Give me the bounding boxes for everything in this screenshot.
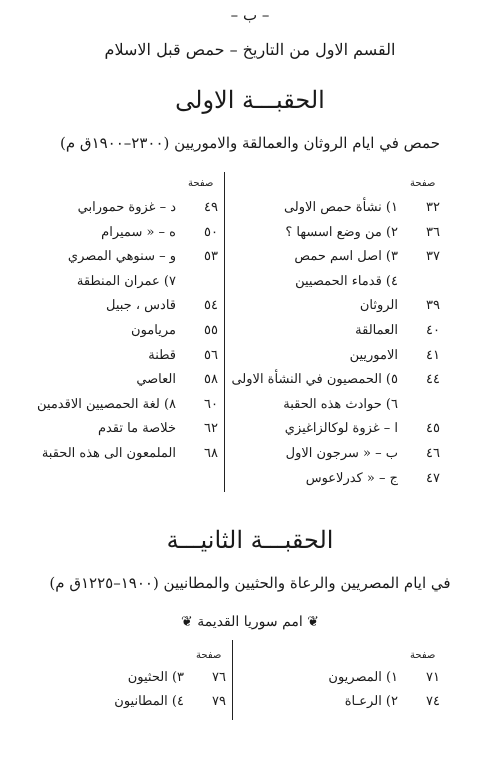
toc-entry-text: ٢) من وضع اسسها ؟ <box>285 224 398 240</box>
toc-row <box>20 670 226 692</box>
toc-row <box>232 225 440 247</box>
toc-row <box>232 298 440 320</box>
toc-entry-text: ٤) المطانيون <box>114 694 184 709</box>
era2-title: الحقبـــة الثانيـــة <box>166 526 334 554</box>
toc-entry-text: ١) نشأة حمص الاولى <box>283 200 398 215</box>
toc-page-number: ٣٢ <box>426 200 440 215</box>
toc-entry-text: الاموريين <box>349 347 398 363</box>
toc-entry-text: ١) المصريون <box>328 670 398 685</box>
era1-subtitle: حمص في ايام الروثان والعمالقة والاموريين (٢٣٠٠–١٩٠٠ق م) <box>60 134 440 152</box>
toc-page-number: ٦٨ <box>204 446 218 461</box>
toc-row <box>20 694 226 716</box>
toc-page-number: ٣٧ <box>426 249 440 265</box>
toc-row <box>20 397 218 419</box>
toc-page-number: ٤٥ <box>426 421 440 437</box>
toc-page-number: ٥٤ <box>204 298 218 314</box>
toc-entry-text: د – غزوة حمورابي <box>77 200 176 215</box>
toc-entry-text: ٨) لغة الحمصيين الاقدمين <box>37 396 176 412</box>
era2-section-label-wrap <box>0 614 500 630</box>
toc-row <box>232 397 440 419</box>
era1-col-head-right: صفحة <box>410 178 436 189</box>
era2-col-head-right: صفحة <box>410 650 436 661</box>
toc-page-number: ٤٩ <box>204 200 218 215</box>
era1-title: الحقبـــة الاولى <box>175 86 325 114</box>
ornament-right-icon: ❦ <box>181 614 193 630</box>
toc-entry-text: الملمعون الى هذه الحقبة <box>41 446 176 461</box>
toc-row <box>232 323 440 345</box>
toc-row <box>20 274 218 296</box>
toc-row <box>20 372 218 394</box>
toc-row <box>20 249 218 271</box>
toc-row <box>232 446 440 468</box>
toc-row <box>232 421 440 443</box>
toc-entry-text: ه – « سميرام <box>101 224 176 240</box>
toc-entry-text: ٥) الحمصيون في النشأة الاولى <box>231 372 398 388</box>
toc-entry-text: ٦) حوادث هذه الحقبة <box>283 396 398 412</box>
toc-page-number: ٣٩ <box>426 298 440 314</box>
toc-entry-text: ٣) الحثيون <box>127 670 184 685</box>
era1-column-divider <box>224 172 225 492</box>
toc-row <box>20 421 218 443</box>
toc-page-number: ٦٢ <box>204 421 218 437</box>
toc-page-number: ٣٦ <box>426 224 440 240</box>
toc-row <box>232 348 440 370</box>
era2-section-label: امم سوريا القديمة <box>197 614 303 630</box>
toc-row <box>20 200 218 222</box>
toc-row <box>232 372 440 394</box>
toc-page-number: ٧٤ <box>426 694 440 709</box>
part-title: القسم الاول من التاريخ – حمص قبل الاسلام <box>104 40 396 59</box>
toc-entry-text: ا – غزوة لوكالزاغيزي <box>284 421 398 437</box>
toc-row <box>232 249 440 271</box>
toc-row <box>20 323 218 345</box>
toc-row <box>232 200 440 222</box>
toc-page-number: ٥٠ <box>204 224 218 240</box>
toc-page-number: ٧٩ <box>212 694 226 709</box>
toc-entry-text: ب – « سرجون الاول <box>285 446 398 461</box>
era2-subtitle: في ايام المصريين والرعاة والحثيين والمطانيين (١٩٠٠–١٢٢٥ق م) <box>49 574 451 592</box>
toc-entry-text: العاصي <box>136 372 176 388</box>
toc-entry-text: خلاصة ما تقدم <box>97 421 176 437</box>
toc-entry-text: ج – « كدرلاعوس <box>305 470 398 486</box>
toc-entry-text: مريامون <box>131 323 176 338</box>
toc-row <box>232 274 440 296</box>
toc-entry-text: الروثان <box>359 298 398 314</box>
toc-entry-text: و – سنوهي المصري <box>67 249 176 265</box>
toc-row <box>20 225 218 247</box>
toc-page-number: ٦٠ <box>204 396 218 412</box>
toc-entry-text: ٤) قدماء الحمصيين <box>295 273 398 289</box>
toc-page-number: ٤٦ <box>426 446 440 461</box>
toc-page-number: ٥٣ <box>204 249 218 265</box>
toc-row <box>240 694 440 716</box>
era1-col-head-left: صفحة <box>188 178 214 189</box>
toc-entry-text: قادس ، جبيل <box>105 298 176 314</box>
toc-row <box>232 471 440 493</box>
toc-row <box>240 670 440 692</box>
ornament-left-icon: ❦ <box>307 614 319 630</box>
toc-page-number: ٥٨ <box>204 372 218 388</box>
toc-page-number: ٧١ <box>426 670 440 685</box>
era2-col-head-left: صفحة <box>196 650 222 661</box>
toc-entry-text: ٧) عمران المنطقة <box>76 273 176 289</box>
toc-page-number: ٥٥ <box>204 323 218 338</box>
era2-column-divider <box>232 640 233 720</box>
toc-page-number: ٤٧ <box>426 470 440 486</box>
toc-row <box>20 298 218 320</box>
toc-row <box>20 446 218 468</box>
toc-entry-text: ٢) الرعـاة <box>344 694 398 709</box>
toc-page-number: ٤١ <box>426 347 440 363</box>
toc-page-number: ٧٦ <box>212 670 226 685</box>
page-letter: – ب – <box>230 6 270 24</box>
toc-entry-text: ٣) اصل اسم حمص <box>294 249 398 265</box>
toc-row <box>20 348 218 370</box>
toc-page-number: ٥٦ <box>204 347 218 363</box>
toc-page-number: ٤٠ <box>426 323 440 338</box>
toc-page-number: ٤٤ <box>426 372 440 388</box>
toc-entry-text: قطنة <box>148 347 176 363</box>
toc-entry-text: العمالقة <box>355 323 398 338</box>
